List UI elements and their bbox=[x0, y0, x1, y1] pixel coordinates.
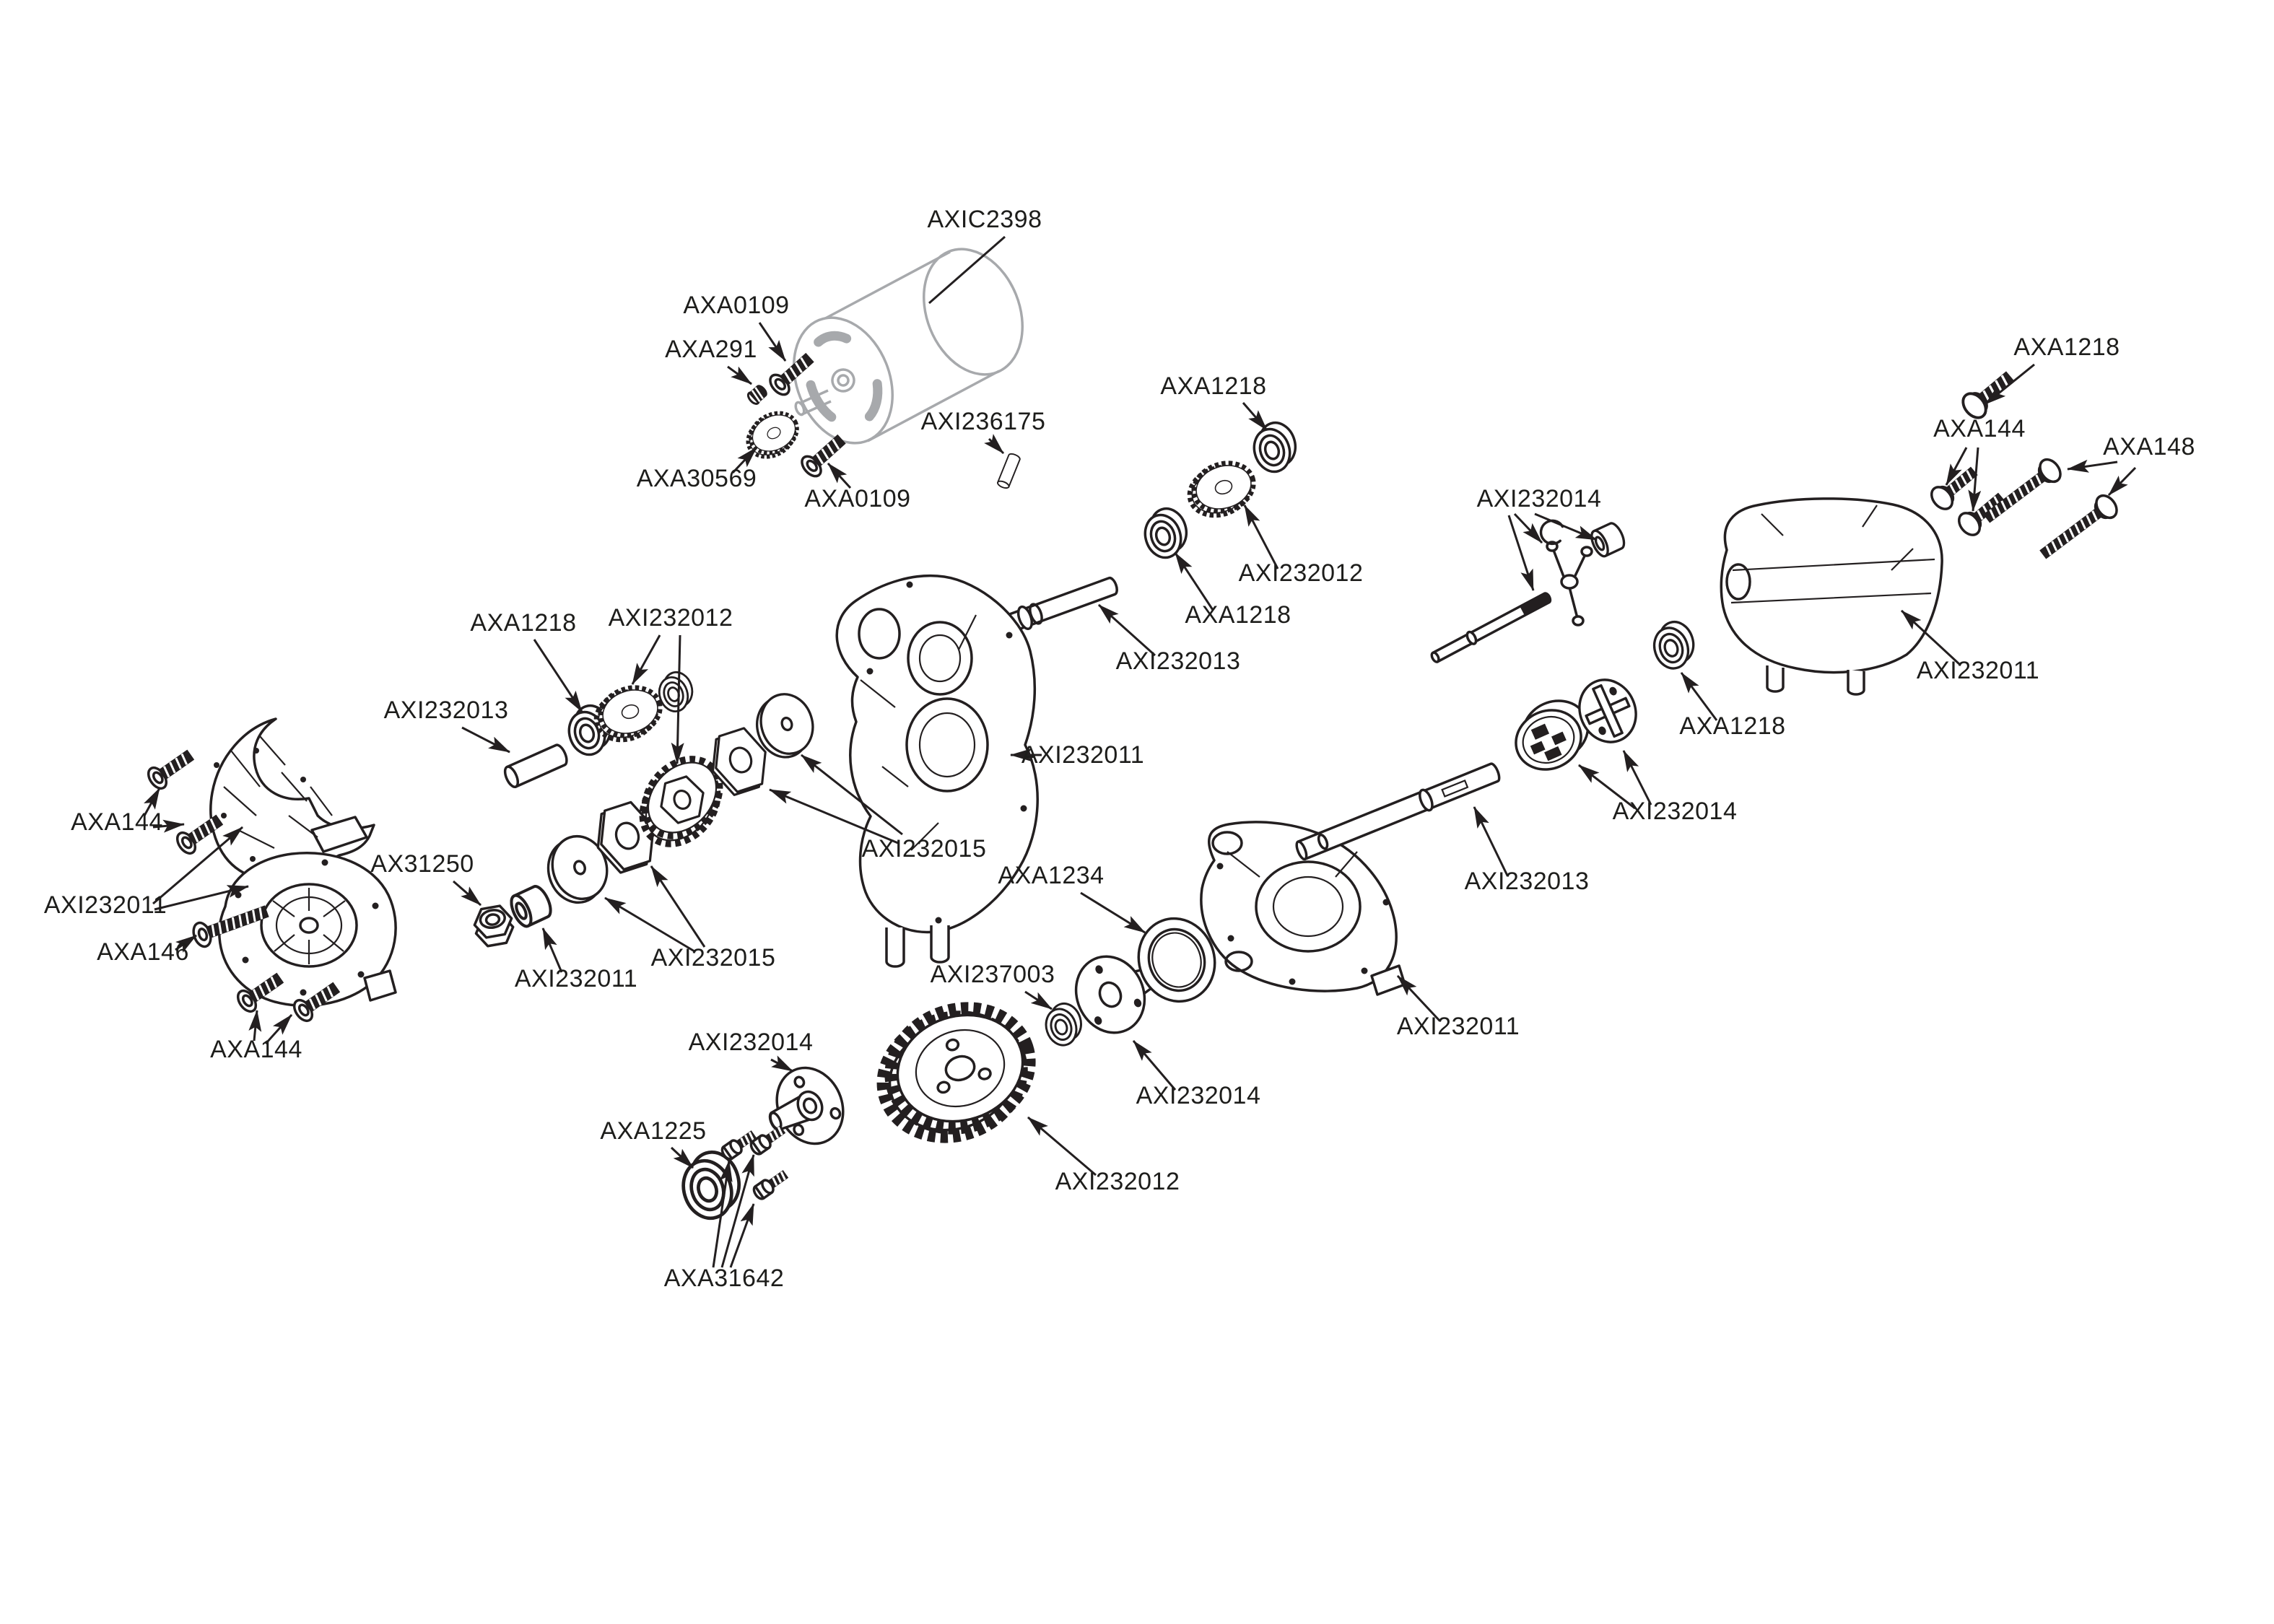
part-label-AXA1218: AXA1218 bbox=[470, 609, 577, 637]
part-label-AXI236175: AXI236175 bbox=[920, 408, 1046, 435]
part-label-AXA1218: AXA1218 bbox=[2013, 333, 2120, 361]
part-label-AXA1218: AXA1218 bbox=[1679, 712, 1786, 740]
part-label-AXI232012: AXI232012 bbox=[1055, 1168, 1180, 1195]
part-label-AXA1234: AXA1234 bbox=[998, 862, 1105, 889]
leader-arrow bbox=[671, 1148, 693, 1168]
spacer-axi232011 bbox=[507, 883, 554, 929]
spur-gear-axi232012-bottom bbox=[867, 992, 1046, 1153]
shift-fork-axi232014 bbox=[1547, 542, 1592, 625]
leader-arrow bbox=[1973, 448, 1978, 511]
bearing-axa1218-1 bbox=[1247, 418, 1302, 476]
leader-arrow bbox=[2109, 468, 2135, 495]
part-label-AXI232013: AXI232013 bbox=[1464, 868, 1590, 895]
screw-axa148-2 bbox=[2036, 492, 2121, 564]
leader-arrow bbox=[605, 898, 694, 951]
part-label-AXA1218: AXA1218 bbox=[1185, 601, 1291, 629]
part-label-AXI237003: AXI237003 bbox=[930, 961, 1055, 988]
part-label-AXIC2398: AXIC2398 bbox=[927, 206, 1042, 233]
part-label-AXI232014: AXI232014 bbox=[1476, 485, 1602, 512]
part-label-AXA144: AXA144 bbox=[210, 1036, 302, 1063]
part-label-AXA146: AXA146 bbox=[97, 938, 189, 966]
leader-arrow bbox=[1081, 893, 1145, 933]
part-label-AXA144: AXA144 bbox=[1933, 415, 2026, 442]
set-screw-axa291 bbox=[746, 383, 769, 406]
callout-labels bbox=[44, 206, 2195, 1292]
screw-axa31642-3 bbox=[752, 1169, 789, 1201]
part-label-AXI232011: AXI232011 bbox=[1916, 657, 2040, 684]
leader-arrow bbox=[453, 881, 481, 905]
leader-arrow bbox=[651, 866, 705, 947]
leader-arrow bbox=[771, 1060, 793, 1071]
bearing-axa1218-5 bbox=[1648, 617, 1700, 673]
part-label-AXI232011: AXI232011 bbox=[43, 891, 167, 919]
leader-arrow bbox=[1243, 403, 1267, 430]
leader-arrow bbox=[1624, 751, 1651, 805]
bearing-axa1218-2 bbox=[1138, 504, 1193, 562]
bearing-axa1218-4 bbox=[654, 668, 697, 715]
leader-arrow bbox=[1515, 514, 1542, 543]
leader-arrow bbox=[828, 463, 850, 488]
part-label-AXI232015: AXI232015 bbox=[861, 835, 987, 863]
lock-nut-ax31250 bbox=[472, 904, 515, 948]
part-label-AXI232013: AXI232013 bbox=[1115, 647, 1241, 675]
leader-arrow bbox=[462, 728, 510, 752]
part-label-AXA148: AXA148 bbox=[2103, 433, 2195, 460]
leader-arrow bbox=[1535, 514, 1597, 540]
case-half-axi232011-left bbox=[219, 853, 396, 1006]
leader-arrow bbox=[1474, 807, 1507, 876]
screw-axa144-left-1 bbox=[145, 746, 197, 792]
leader-arrow bbox=[929, 237, 1005, 303]
part-label-AXA1218: AXA1218 bbox=[1160, 372, 1267, 400]
part-label-AXI232015: AXI232015 bbox=[650, 944, 776, 972]
part-label-AXI232013: AXI232013 bbox=[383, 697, 509, 724]
leader-arrow bbox=[534, 639, 582, 712]
leader-arrow bbox=[759, 323, 785, 361]
transmission-case-axi232011-center bbox=[837, 576, 1037, 966]
part-label-AXA30569: AXA30569 bbox=[636, 465, 757, 492]
part-label-AXI232011: AXI232011 bbox=[514, 965, 638, 992]
part-label-AXI232012: AXI232012 bbox=[608, 604, 733, 632]
leader-arrow bbox=[731, 1204, 754, 1267]
part-label-AXA0109: AXA0109 bbox=[804, 485, 911, 512]
shifter-shaft-axi232014 bbox=[1429, 591, 1552, 665]
leader-arrow bbox=[1509, 515, 1533, 590]
leader-arrow bbox=[677, 635, 680, 764]
leader-arrow bbox=[1028, 1117, 1096, 1175]
part-label-AXI232014: AXI232014 bbox=[1612, 798, 1738, 825]
part-label-AXA291: AXA291 bbox=[665, 336, 757, 363]
part-label-AX31250: AX31250 bbox=[370, 850, 474, 878]
leader-arrow bbox=[989, 439, 1003, 453]
servo-housing-axi232011-right bbox=[1721, 499, 1942, 694]
part-label-AXA1225: AXA1225 bbox=[600, 1117, 707, 1145]
pin-axi236175 bbox=[997, 453, 1021, 489]
part-label-AXI232012: AXI232012 bbox=[1238, 559, 1364, 587]
part-label-AXI232014: AXI232014 bbox=[688, 1029, 814, 1056]
leader-arrow bbox=[728, 367, 752, 384]
parts-illustrations bbox=[145, 235, 2121, 1225]
leader-arrow bbox=[2068, 462, 2117, 469]
screw-axa148-1 bbox=[1979, 455, 2065, 528]
part-label-AXA31642: AXA31642 bbox=[663, 1265, 785, 1292]
leader-arrow bbox=[632, 635, 660, 684]
part-label-AXI232011: AXI232011 bbox=[1396, 1013, 1520, 1040]
leader-arrow bbox=[1025, 992, 1052, 1009]
screw-axa1218-right bbox=[1959, 366, 2018, 422]
part-label-AXI232014: AXI232014 bbox=[1136, 1082, 1261, 1109]
screw-axa31642-2 bbox=[749, 1124, 786, 1156]
output-shaft-axi232013 bbox=[1294, 761, 1502, 862]
part-label-AXA144: AXA144 bbox=[71, 808, 163, 836]
idler-pin-axi232013 bbox=[502, 743, 570, 789]
part-label-AXI232011: AXI232011 bbox=[1021, 741, 1145, 769]
part-label-AXA0109: AXA0109 bbox=[683, 292, 790, 319]
